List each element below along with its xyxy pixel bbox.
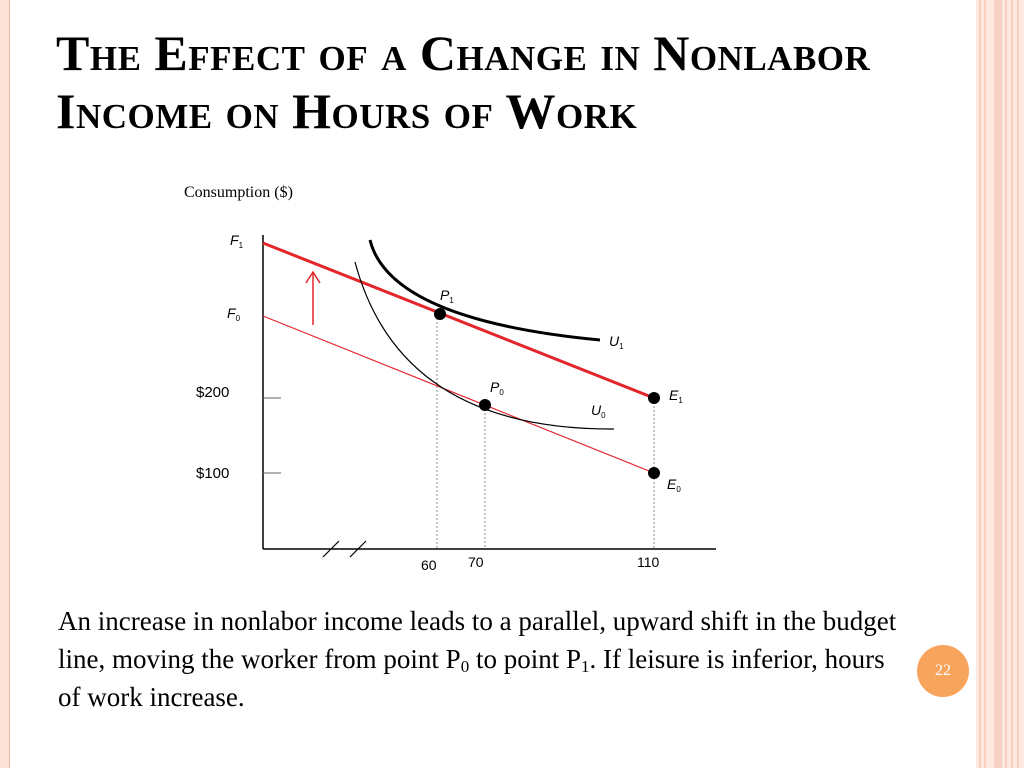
slide-title-line-1: The Effect of a Change in Nonlabor — [56, 25, 871, 81]
y-label-f0 — [227, 305, 241, 323]
point-label-e0 — [667, 476, 681, 494]
point-label-e0-sub: 0 — [676, 485, 681, 494]
y-label-f0-sub: 0 — [235, 314, 241, 323]
curve-label-u0-main: U — [591, 402, 602, 418]
budget-line-shifted — [263, 243, 654, 398]
y-label-f1 — [230, 232, 244, 250]
curve-label-u1-sub: 1 — [619, 342, 624, 351]
x-label-60: 60 — [421, 557, 437, 573]
point-label-p1 — [440, 287, 454, 305]
y-label-f1-sub: 1 — [238, 241, 244, 250]
point-label-p0-sub: 0 — [499, 388, 504, 397]
y-label-f1-main: F — [230, 232, 239, 248]
y-axis-label: Consumption ($) — [184, 184, 293, 201]
curve-label-u0 — [591, 402, 606, 420]
point-label-p0 — [490, 379, 504, 397]
caption-part-2: to point P — [469, 644, 581, 674]
curve-label-u1 — [609, 333, 624, 351]
page-number: 22 — [935, 662, 951, 679]
y-label-f0-main: F — [227, 305, 236, 321]
point-label-e0-main: E — [667, 476, 677, 492]
slide-title-line-2: Income on Hours of Work — [56, 83, 638, 139]
x-label-70: 70 — [468, 554, 484, 570]
point-label-p1-sub: 1 — [449, 296, 454, 305]
point-label-e1 — [669, 387, 683, 405]
slide-caption — [58, 602, 898, 716]
point-p0-marker — [479, 399, 491, 411]
curve-label-u0-sub: 0 — [601, 411, 606, 420]
point-e1-marker — [648, 392, 660, 404]
caption-sub-2: 1 — [580, 657, 590, 676]
point-label-e1-sub: 1 — [678, 396, 683, 405]
indifference-curve-u1 — [370, 240, 600, 340]
curve-label-u1-main: U — [609, 333, 620, 349]
caption-sub-1: 0 — [460, 657, 470, 676]
point-label-p0-main: P — [490, 379, 500, 395]
point-e0-marker — [648, 467, 660, 479]
y-label-100: $100 — [196, 465, 230, 482]
page-number-badge — [917, 645, 969, 697]
caption-part-3: . If leisure is inferior, hours of work increase. — [58, 644, 885, 712]
point-p1-marker — [434, 308, 446, 320]
y-label-200: $200 — [196, 384, 230, 401]
caption-part-1: An increase in nonlabor income leads to a parallel, upward shift in the budget line, moving the worker from point P — [58, 606, 897, 674]
point-label-e1-main: E — [669, 387, 679, 403]
x-label-110: 110 — [637, 554, 660, 570]
point-label-p1-main: P — [440, 287, 450, 303]
